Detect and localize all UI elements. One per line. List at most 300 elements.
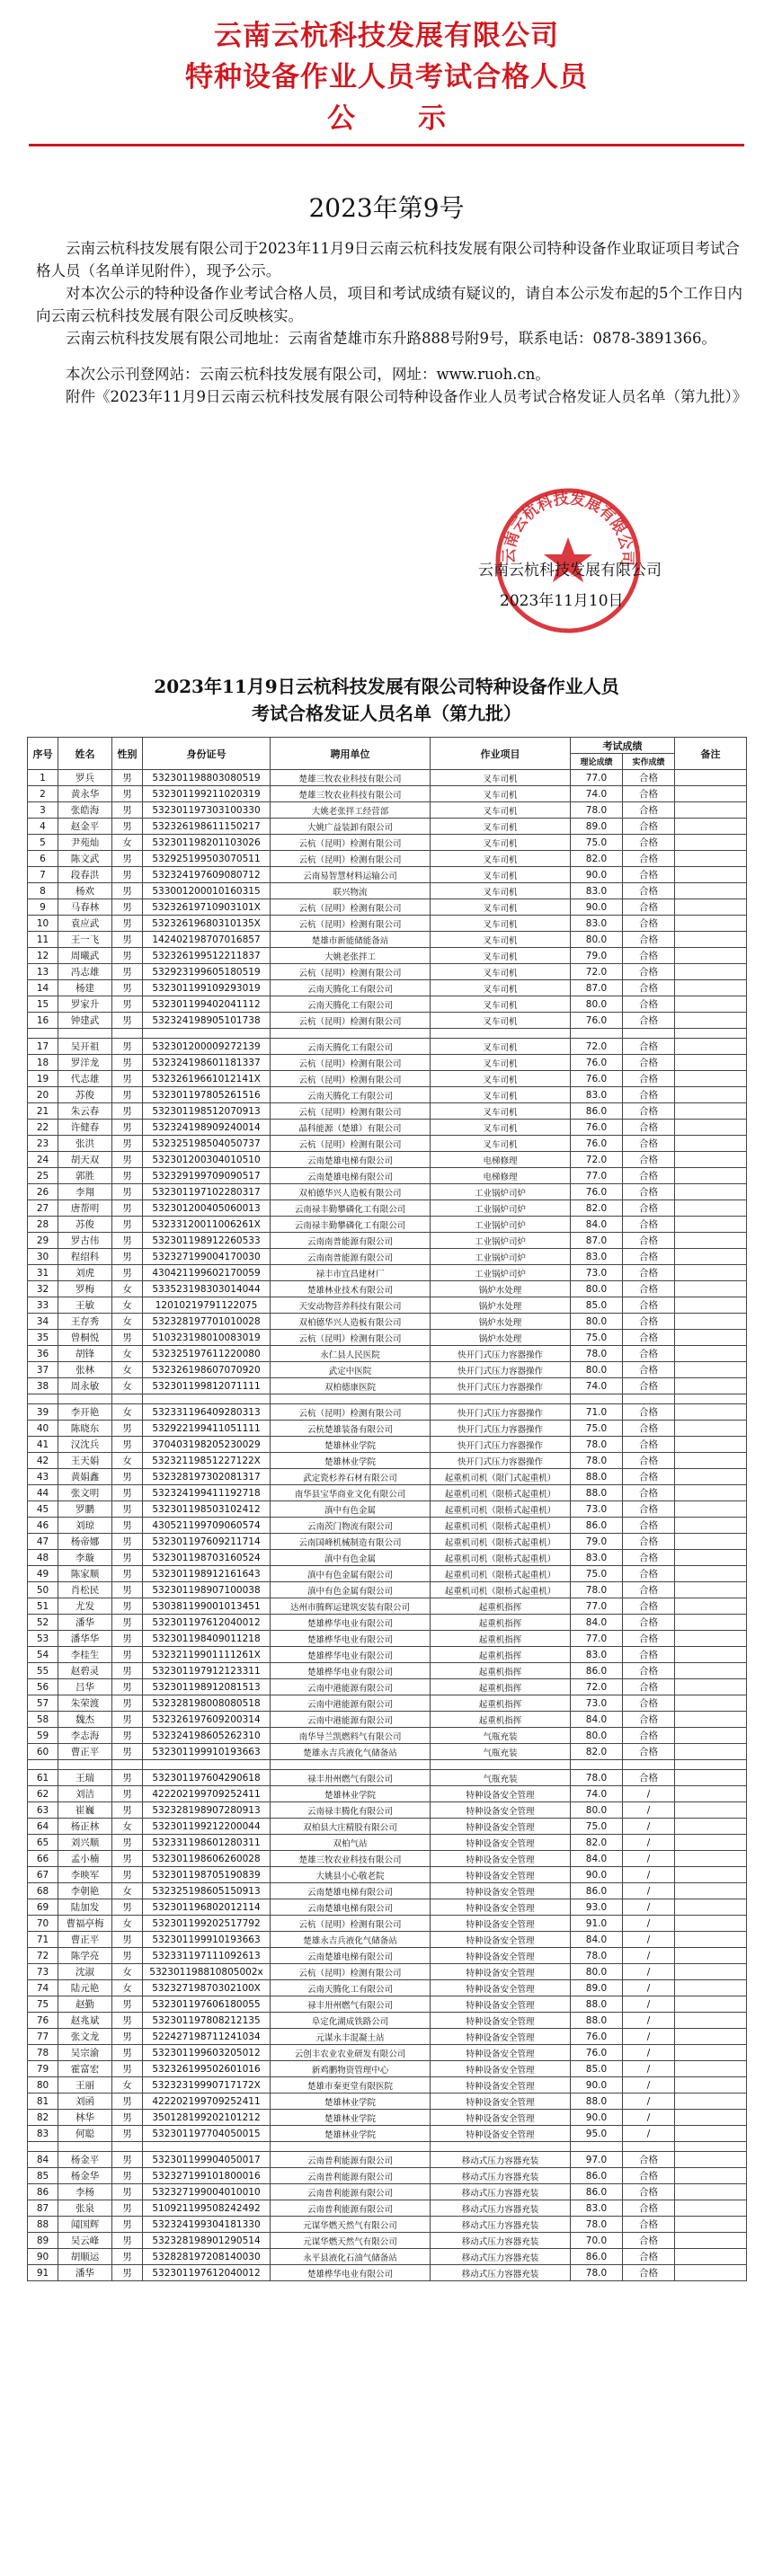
cell-remark (675, 2013, 747, 2029)
cell-name: 罗鹏 (58, 1501, 112, 1518)
cell-remark (675, 1802, 747, 1819)
cell-practice: / (623, 2013, 675, 2029)
cell-name: 苏俊 (58, 1217, 112, 1233)
cell-id: 532324199411192718 (143, 1485, 271, 1501)
signature-date: 2023年11月10日 (500, 592, 624, 610)
cell-theory: 83.0 (571, 2200, 623, 2217)
cell-employer: 云杭（昆明）检测有限公司 (271, 1330, 431, 1346)
cell-remark (675, 2152, 747, 2168)
cell-item: 锅炉水处理 (431, 1314, 571, 1330)
cell-practice: / (623, 1948, 675, 1964)
cell-name: 段春洪 (58, 867, 112, 883)
cell-seq: 39 (28, 1404, 58, 1421)
cell-practice: 合格 (623, 932, 675, 948)
cell-theory: 79.0 (571, 1534, 623, 1550)
cell-remark (675, 2045, 747, 2061)
cell-remark (675, 1948, 747, 1964)
cell-employer: 云南中港能源有限公司 (271, 1679, 431, 1695)
cell-seq: 33 (28, 1297, 58, 1314)
cell-seq: 91 (28, 2265, 58, 2281)
cell-gender: 男 (112, 1679, 143, 1695)
cell-employer: 滇中有色金属有限公司 (271, 1566, 431, 1582)
cell-practice: 合格 (623, 2200, 675, 2217)
cell-practice (623, 1760, 675, 1770)
cell-id: 533523198303014044 (143, 1281, 271, 1297)
cell-name: 吕华 (58, 1679, 112, 1695)
table-row (28, 786, 747, 802)
table-row (28, 1819, 747, 1835)
table-row (28, 1712, 747, 1728)
cell-name: 代志雄 (58, 1071, 112, 1087)
cell-employer: 云南楚雄电梯有限公司 (271, 1899, 431, 1916)
cell-remark (675, 1695, 747, 1712)
cell-remark (675, 1362, 747, 1378)
cell-remark (675, 1346, 747, 1362)
cell-seq: 34 (28, 1314, 58, 1330)
table-row (28, 2029, 747, 2045)
cell-name: 陈晓东 (58, 1421, 112, 1437)
cell-theory: 86.0 (571, 1883, 623, 1899)
cell-practice: / (623, 2110, 675, 2126)
cell-seq: 40 (28, 1421, 58, 1437)
cell-id: 532301199402041112 (143, 996, 271, 1013)
cell-gender: 男 (112, 1013, 143, 1029)
table-row (28, 2126, 747, 2142)
cell-name: 李志海 (58, 1728, 112, 1744)
cell-item: 起重机指挥 (431, 1631, 571, 1647)
cell-id: 532301198912081513 (143, 1679, 271, 1695)
cell-employer: 云南天腾化工有限公司 (271, 996, 431, 1013)
cell-remark (675, 1883, 747, 1899)
cell-id: 532324198909240014 (143, 1120, 271, 1136)
cell-name: 沈淑 (58, 1964, 112, 1980)
cell-seq: 76 (28, 2013, 58, 2029)
cell-id: 532301199211020319 (143, 786, 271, 802)
cell-seq: 79 (28, 2061, 58, 2077)
cell-gender (112, 2142, 143, 2152)
cell-employer: 新鸡鹏物资管理中心 (271, 2061, 431, 2077)
cell-seq: 51 (28, 1598, 58, 1615)
cell-remark (675, 2233, 747, 2249)
cell-item (431, 1394, 571, 1404)
cell-theory: 77.0 (571, 1598, 623, 1615)
cell-item: 工业锅炉司炉 (431, 1217, 571, 1233)
cell-practice: 合格 (623, 835, 675, 851)
table-row (28, 819, 747, 835)
cell-item: 特种设备安全管理 (431, 1786, 571, 1802)
cell-remark (675, 1200, 747, 1217)
cell-seq: 43 (28, 1469, 58, 1485)
cell-employer: 云杭（昆明）检测有限公司 (271, 1916, 431, 1932)
cell-employer: 武定瓷杉养石材有限公司 (271, 1469, 431, 1485)
cell-practice: 合格 (623, 2233, 675, 2249)
col-theory: 理论成绩 (571, 754, 623, 770)
cell-employer: 永仁县人民医院 (271, 1346, 431, 1362)
cell-gender: 男 (112, 2233, 143, 2249)
cell-practice: 合格 (623, 1297, 675, 1314)
cell-practice: 合格 (623, 1485, 675, 1501)
table-row (28, 964, 747, 980)
cell-id: 532325198504050737 (143, 1136, 271, 1152)
cell-name: 苏俊 (58, 1087, 112, 1103)
cell-gender: 男 (112, 1728, 143, 1744)
cell-theory: 76.0 (571, 1136, 623, 1152)
cell-remark (675, 2094, 747, 2110)
cell-employer: 云南普利能源有限公司 (271, 2200, 431, 2217)
cell-item: 移动式压力容器充装 (431, 2217, 571, 2233)
cell-seq: 2 (28, 786, 58, 802)
cell-item: 特种设备安全管理 (431, 1819, 571, 1835)
cell-id: 532301199910193663 (143, 1932, 271, 1948)
table-row (28, 1330, 747, 1346)
cell-seq: 67 (28, 1867, 58, 1883)
cell-gender: 女 (112, 1883, 143, 1899)
cell-remark (675, 2029, 747, 2045)
cell-practice: / (623, 1819, 675, 1835)
cell-name: 马春林 (58, 899, 112, 916)
cell-gender: 男 (112, 770, 143, 786)
cell-practice: 合格 (623, 1598, 675, 1615)
cell-name: 王一飞 (58, 932, 112, 948)
cell-id: 510323198010083019 (143, 1330, 271, 1346)
cell-remark (675, 1136, 747, 1152)
cell-item: 工业锅炉司炉 (431, 1200, 571, 1217)
table-row (28, 1980, 747, 1996)
table-row (28, 1566, 747, 1582)
cell-practice: 合格 (623, 1582, 675, 1598)
cell-item: 特种设备安全管理 (431, 2094, 571, 2110)
paragraph: 对本次公示的特种设备作业考试合格人员，项目和考试成绩有疑议的，请自本公示发布起的5个工作日内向云南云杭科技发展有限公司反映核实。 (36, 285, 742, 324)
cell-employer: 达州市腾辉运建筑安装有限公司 (271, 1598, 431, 1615)
cell-employer: 永平县液化石油气储备站 (271, 2249, 431, 2265)
cell-practice: 合格 (623, 1770, 675, 1786)
cell-gender: 男 (112, 1136, 143, 1152)
cell-theory: 78.0 (571, 1948, 623, 1964)
cell-gender: 男 (112, 1770, 143, 1786)
cell-gender: 男 (112, 802, 143, 819)
notice-heading: 公示 (327, 102, 509, 135)
cell-id: 422202199709252411 (143, 2094, 271, 2110)
cell-practice: / (623, 1996, 675, 2013)
cell-seq: 88 (28, 2217, 58, 2233)
table-row (28, 2233, 747, 2249)
cell-remark (675, 1297, 747, 1314)
cell-practice: / (623, 1835, 675, 1851)
cell-practice: 合格 (623, 1217, 675, 1233)
cell-item: 特种设备安全管理 (431, 1948, 571, 1964)
cell-gender: 男 (112, 1421, 143, 1437)
cell-gender: 男 (112, 2061, 143, 2077)
cell-theory: 75.0 (571, 1330, 623, 1346)
table-row (28, 1233, 747, 1249)
cell-theory: 72.0 (571, 1039, 623, 1055)
cell-remark (675, 1469, 747, 1485)
cell-theory: 82.0 (571, 1200, 623, 1217)
cell-remark (675, 1314, 747, 1330)
table-row (28, 2152, 747, 2168)
cell-name: 罗家升 (58, 996, 112, 1013)
cell-remark (675, 1534, 747, 1550)
cell-name: 刘洁 (58, 1786, 112, 1802)
cell-theory: 76.0 (571, 1071, 623, 1087)
cell-gender: 男 (112, 1071, 143, 1087)
cell-practice: / (623, 1980, 675, 1996)
cell-theory: 82.0 (571, 851, 623, 867)
cell-name: 陆元艳 (58, 1980, 112, 1996)
cell-seq: 6 (28, 851, 58, 867)
cell-gender: 男 (112, 1168, 143, 1184)
cell-id: 532301198803080519 (143, 770, 271, 786)
cell-gender: 男 (112, 1948, 143, 1964)
cell-gender: 男 (112, 980, 143, 996)
cell-practice: 合格 (623, 899, 675, 916)
cell-theory: 84.0 (571, 1932, 623, 1948)
table-row (28, 1314, 747, 1330)
table-title: 2023年11月9日云杭科技发展有限公司特种设备作业人员 (154, 676, 619, 697)
cell-theory: 83.0 (571, 1087, 623, 1103)
cell-theory: 76.0 (571, 2029, 623, 2045)
cell-theory (571, 2142, 623, 2152)
cell-remark (675, 1437, 747, 1453)
cell-item: 叉车司机 (431, 1103, 571, 1120)
cell-gender: 男 (112, 819, 143, 835)
cell-seq: 53 (28, 1631, 58, 1647)
cell-name: 黄娟鑫 (58, 1469, 112, 1485)
cell-gender: 男 (112, 1217, 143, 1233)
cell-remark (675, 1184, 747, 1200)
cell-seq: 25 (28, 1168, 58, 1184)
cell-item: 起重机司机（限桥式起重机） (431, 1534, 571, 1550)
table-row (28, 1152, 747, 1168)
cell-name (58, 1760, 112, 1770)
cell-gender: 女 (112, 1964, 143, 1980)
cell-item: 特种设备安全管理 (431, 2110, 571, 2126)
cell-remark (675, 1631, 747, 1647)
cell-employer: 云南楚雄电梯有限公司 (271, 1948, 431, 1964)
cell-item: 锅炉水处理 (431, 1330, 571, 1346)
cell-seq: 74 (28, 1980, 58, 1996)
cell-id: 532325198605150913 (143, 1883, 271, 1899)
cell-name: 赵碧灵 (58, 1663, 112, 1679)
cell-item: 电梯修理 (431, 1168, 571, 1184)
cell-id (143, 2142, 271, 2152)
cell-id: 530381199001013451 (143, 1598, 271, 1615)
cell-id: 532301197609211714 (143, 1534, 271, 1550)
cell-remark (675, 2077, 747, 2094)
cell-item: 叉车司机 (431, 851, 571, 867)
cell-item: 起重机指挥 (431, 1695, 571, 1712)
cell-item: 移动式压力容器充装 (431, 2265, 571, 2281)
cell-name: 潘华 (58, 2265, 112, 2281)
cell-practice: 合格 (623, 964, 675, 980)
cell-employer: 楚雄桦华电业有限公司 (271, 1663, 431, 1679)
cell-id: 532301198503102412 (143, 1501, 271, 1518)
cell-seq: 70 (28, 1916, 58, 1932)
cell-employer: 云杭（昆明）检测有限公司 (271, 964, 431, 980)
cell-seq: 18 (28, 1055, 58, 1071)
cell-seq: 62 (28, 1786, 58, 1802)
cell-gender: 男 (112, 1631, 143, 1647)
cell-item: 起重机指挥 (431, 1663, 571, 1679)
signature-company: 云南云杭科技发展有限公司 (478, 562, 662, 580)
cell-item: 叉车司机 (431, 1136, 571, 1152)
cell-practice: 合格 (623, 1168, 675, 1184)
cell-gender: 女 (112, 1819, 143, 1835)
cell-item: 移动式压力容器充装 (431, 2233, 571, 2249)
cell-employer: 云南普利能源有限公司 (271, 2152, 431, 2168)
cell-id: 532301199812071111 (143, 1378, 271, 1394)
cell-theory: 76.0 (571, 2045, 623, 2061)
cell-theory: 79.0 (571, 948, 623, 964)
cell-theory: 73.0 (571, 1265, 623, 1281)
cell-gender: 男 (112, 1996, 143, 2013)
table-row (28, 1501, 747, 1518)
cell-remark (675, 1249, 747, 1265)
cell-gender: 男 (112, 1120, 143, 1136)
cell-name: 肖松民 (58, 1582, 112, 1598)
cell-employer: 云南天腾化工有限公司 (271, 980, 431, 996)
cell-gender: 男 (112, 2013, 143, 2029)
cell-remark (675, 1071, 747, 1087)
cell-name: 王敏 (58, 1297, 112, 1314)
cell-item: 特种设备安全管理 (431, 2013, 571, 2029)
paragraph: 云南云杭科技发展有限公司于2023年11月9日云南云杭科技发展有限公司特种设备作业取证项目考试合格人员（名单详见附件），现予公示。 (36, 240, 740, 279)
cell-name: 孟小楠 (58, 1851, 112, 1867)
cell-practice: 合格 (623, 1314, 675, 1330)
cell-practice: 合格 (623, 1663, 675, 1679)
cell-id: 532324198905101738 (143, 1013, 271, 1029)
table-row (28, 2184, 747, 2200)
cell-remark (675, 1851, 747, 1867)
cell-id: 532301196802012114 (143, 1899, 271, 1916)
table-row (28, 2265, 747, 2281)
table-row (28, 1485, 747, 1501)
cell-item: 叉车司机 (431, 932, 571, 948)
table-row (28, 1932, 747, 1948)
cell-gender: 男 (112, 1485, 143, 1501)
cell-theory: 74.0 (571, 1786, 623, 1802)
cell-employer: 云南楚雄电梯有限公司 (271, 1152, 431, 1168)
cell-item: 快开门式压力容器操作 (431, 1453, 571, 1469)
cell-practice: / (623, 2094, 675, 2110)
cell-remark (675, 1421, 747, 1437)
col-gender: 性别 (112, 738, 143, 770)
cell-id: 532324198601181337 (143, 1055, 271, 1071)
cell-seq: 41 (28, 1437, 58, 1453)
cell-gender: 女 (112, 1281, 143, 1297)
cell-practice: 合格 (623, 1744, 675, 1760)
cell-employer: 楚雄永吉兵液化气储备站 (271, 1744, 431, 1760)
cell-theory: 90.0 (571, 867, 623, 883)
cell-name: 王瑞 (58, 1770, 112, 1786)
table-spacer-row (28, 1029, 747, 1039)
cell-theory: 75.0 (571, 1421, 623, 1437)
cell-theory: 89.0 (571, 819, 623, 835)
cell-theory: 93.0 (571, 1899, 623, 1916)
cell-gender: 男 (112, 899, 143, 916)
cell-practice: 合格 (623, 1200, 675, 1217)
cell-id: 532301198409011218 (143, 1631, 271, 1647)
cell-item: 特种设备安全管理 (431, 1916, 571, 1932)
cell-name: 王丽 (58, 2077, 112, 2094)
cell-employer: 楚雄三牧农业科技有限公司 (271, 1851, 431, 1867)
cell-item: 特种设备安全管理 (431, 1964, 571, 1980)
cell-remark (675, 948, 747, 964)
cell-practice: 合格 (623, 2184, 675, 2200)
cell-seq: 73 (28, 1964, 58, 1980)
cell-name: 崔巍 (58, 1802, 112, 1819)
cell-theory: 88.0 (571, 1485, 623, 1501)
cell-seq: 44 (28, 1485, 58, 1501)
cell-gender: 男 (112, 883, 143, 899)
cell-employer: 云杭楚雄装备有限公司 (271, 1421, 431, 1437)
cell-item: 特种设备安全管理 (431, 2126, 571, 2142)
cell-name: 陈学亮 (58, 1948, 112, 1964)
cell-name: 赵金平 (58, 819, 112, 835)
cell-employer: 武定中医院 (271, 1362, 431, 1378)
cell-gender: 男 (112, 2200, 143, 2217)
cell-name: 张林 (58, 1362, 112, 1378)
cell-remark (675, 2110, 747, 2126)
cell-gender: 男 (112, 1518, 143, 1534)
cell-item: 叉车司机 (431, 1120, 571, 1136)
col-remark: 备注 (675, 738, 747, 770)
cell-theory: 84.0 (571, 1615, 623, 1631)
table-row (28, 1168, 747, 1184)
table-row (28, 1217, 747, 1233)
table-row (28, 1899, 747, 1916)
cell-name: 尹苑灿 (58, 835, 112, 851)
cell-name: 张泉 (58, 2200, 112, 2217)
cell-remark (675, 2217, 747, 2233)
cell-theory: 73.0 (571, 1501, 623, 1518)
cell-seq (28, 1394, 58, 1404)
cell-practice: 合格 (623, 1550, 675, 1566)
table-row (28, 2061, 747, 2077)
cell-seq: 71 (28, 1932, 58, 1948)
cell-item: 气瓶充装 (431, 1770, 571, 1786)
cell-id: 532326198611150217 (143, 819, 271, 835)
cell-theory: 78.0 (571, 1453, 623, 1469)
cell-seq: 66 (28, 1851, 58, 1867)
cell-id: 532327199004010010 (143, 2184, 271, 2200)
cell-theory: 72.0 (571, 1152, 623, 1168)
cell-theory: 78.0 (571, 1346, 623, 1362)
cell-item: 特种设备安全管理 (431, 1932, 571, 1948)
cell-remark (675, 1996, 747, 2013)
cell-item: 电梯修理 (431, 1152, 571, 1168)
cell-id: 532301197102280317 (143, 1184, 271, 1200)
cell-name: 罗洋龙 (58, 1055, 112, 1071)
cell-theory: 70.0 (571, 2233, 623, 2249)
cell-employer: 滇中有色金属 (271, 1501, 431, 1518)
table-subtitle: 考试合格发证人员名单（第九批） (252, 703, 521, 724)
cell-remark (675, 1103, 747, 1120)
cell-seq: 27 (28, 1200, 58, 1217)
cell-practice: 合格 (623, 1103, 675, 1120)
cell-practice: 合格 (623, 1518, 675, 1534)
table-row (28, 1362, 747, 1378)
cell-id: 430421199602170059 (143, 1265, 271, 1281)
cell-id: 532301200009272139 (143, 1039, 271, 1055)
cell-id: 532328198008080518 (143, 1695, 271, 1712)
cell-seq: 10 (28, 916, 58, 932)
cell-item: 工业锅炉司炉 (431, 1233, 571, 1249)
table-row (28, 1679, 747, 1695)
cell-theory: 90.0 (571, 1867, 623, 1883)
cell-practice: / (623, 1916, 675, 1932)
cell-item: 移动式压力容器充装 (431, 2184, 571, 2200)
